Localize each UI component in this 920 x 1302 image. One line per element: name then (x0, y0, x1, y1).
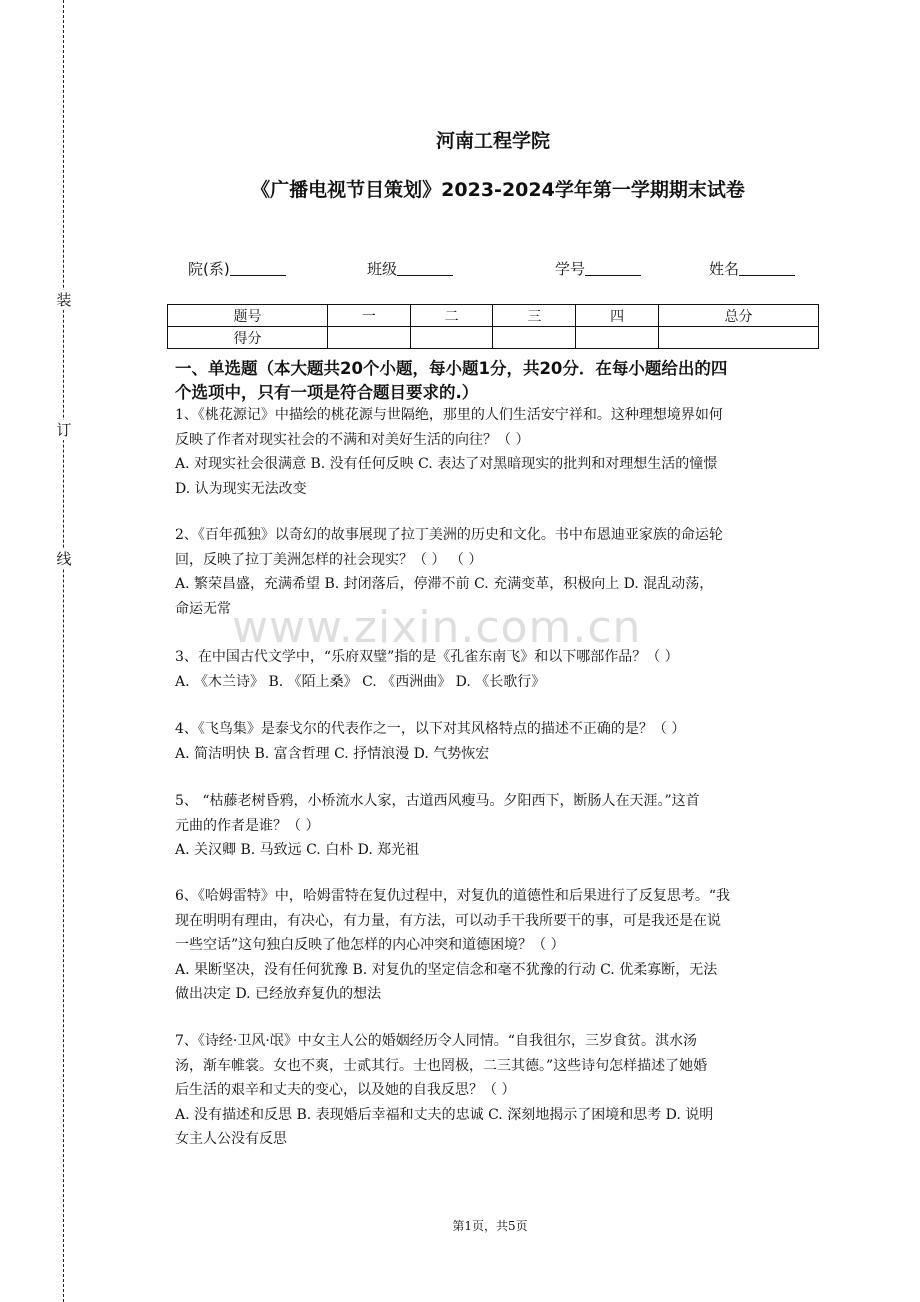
watermark: www.zixin.com.cn (232, 602, 642, 653)
student-id-label: 学号 (555, 260, 586, 278)
score-cell[interactable] (327, 327, 410, 349)
score-cell[interactable] (576, 327, 659, 349)
score-row-label: 得分 (168, 327, 328, 349)
page-footer: 第1页，共5页 (452, 1219, 528, 1233)
score-header-cell: 二 (410, 305, 493, 327)
school-name: 河南工程学院 (435, 130, 550, 152)
question-6: 6、《哈姆雷特》中，哈姆雷特在复仇过程中，对复仇的道德性和后果进行了反复思考。“我 现在明明有理由，有决心，有力量，有方法，可以动手干我所要干的事，可是我还是在说 一些空话”这句独白反映了他怎样的内心冲突和道德困境？（ ） A. 果断坚决，没有任何犹豫 B. 对复仇的坚定信念和毫不犹豫的行动 C. 优柔寡断，无法 做出决定 D. 已经放弃复仇的想法 (175, 888, 731, 1002)
question-3: 3、在中国古代文学中，“乐府双璧”指的是《孔雀东南飞》和以下哪部作品？（ ） A. 《木兰诗》 B. 《陌上桑》 C. 《西洲曲》 D. 《长歌行》 (175, 649, 679, 690)
class-field[interactable] (367, 258, 453, 279)
question-5: 5、 “枯藤老树昏鸦，小桥流水人家，古道西风瘦马。夕阳西下，断肠人在天涯。”这首 元曲的作者是谁？（ ） A. 关汉卿 B. 马致远 C. 白朴 D. 郑光祖 (175, 793, 700, 858)
dept-field[interactable] (188, 258, 286, 279)
binding-char-ding: 订 (56, 421, 72, 439)
student-id-field[interactable] (555, 258, 641, 279)
dept-label: 院(系) (188, 260, 230, 278)
score-header-cell: 题号 (168, 305, 328, 327)
name-label: 姓名 (709, 260, 740, 278)
score-header-cell: 一 (327, 305, 410, 327)
score-cell[interactable] (410, 327, 493, 349)
score-cell[interactable] (658, 327, 818, 349)
score-header-cell: 三 (493, 305, 576, 327)
binding-char-xian: 线 (56, 550, 72, 568)
section-heading: 一、单选题（本大题共20个小题，每小题1分，共20分．在每小题给出的四 个选项中，只有一项是符合题目要求的.） (175, 359, 728, 402)
question-4: 4、《飞鸟集》是泰戈尔的代表作之一，以下对其风格特点的描述不正确的是？（ ） A. 简洁明快 B. 富含哲理 C. 抒情浪漫 D. 气势恢宏 (175, 721, 686, 762)
binding-char-zhuang: 装 (56, 291, 72, 309)
class-label: 班级 (367, 260, 398, 278)
score-table (167, 304, 819, 349)
score-cell[interactable] (493, 327, 576, 349)
score-header-cell: 四 (576, 305, 659, 327)
question-7: 7、《诗经·卫风·氓》中女主人公的婚姻经历令人同情。“自我徂尔，三岁食贫。淇水汤 汤，渐车帷裳。女也不爽，士贰其行。士也罔极，二三其德。”这些诗句怎样描述了她婚 后生活的艰辛和丈夫的变心，以及她的自我反思？（ ） A. 没有描述和反思 B. 表现婚后幸福和丈夫的忠诚 C. 深刻地揭示了困境和思考 D. 说明 女主人公没有反思 (175, 1033, 714, 1147)
name-field[interactable] (709, 258, 795, 279)
question-1: 1、《桃花源记》中描绘的桃花源与世隔绝，那里的人们生活安宁祥和。这种理想境界如何 反映了作者对现实社会的不满和对美好生活的向往？（ ） A. 对现实社会很满意 B. 没有任何反映 C. 表达了对黑暗现实的批判和对理想生活的憧憬 D. 认为现实无法改变 (175, 407, 723, 497)
score-header-cell: 总分 (658, 305, 818, 327)
exam-title: 《广播电视节目策划》2023-2024学年第一学期期末试卷 (251, 179, 745, 201)
question-2: 2、《百年孤独》以奇幻的故事展现了拉丁美洲的历史和文化。书中布恩迪亚家族的命运轮 回，反映了拉丁美洲怎样的社会现实？（ ） （ ） A. 繁荣昌盛，充满希望 B. 封闭落后，停滞不前 C. 充满变革，积极向上 D. 混乱动荡， 命运无常 (175, 527, 723, 617)
